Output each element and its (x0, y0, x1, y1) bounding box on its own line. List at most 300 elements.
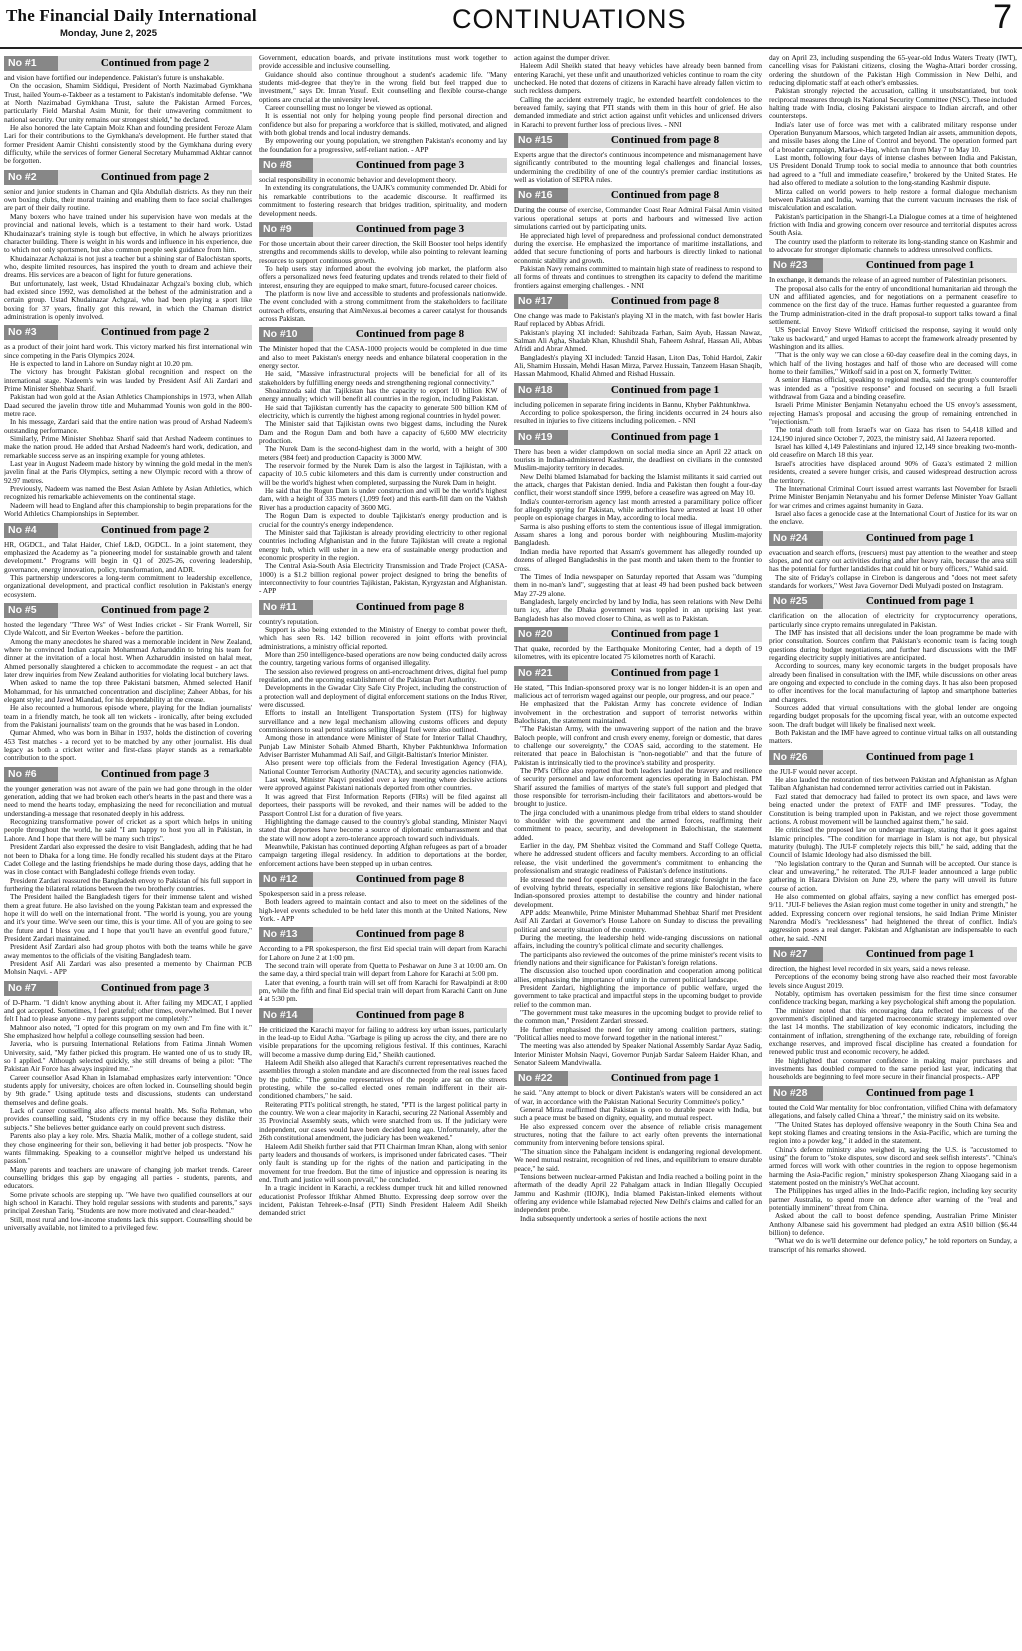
continued-from-label: Continued from page 8 (313, 872, 507, 887)
paragraph: "No legislation contrary to the Quran and Sunnah will be accepted. Our stance is clear and unwavering," he reiterated. The JUI-F leader announced a large public gathering in Hazara Division on June 29, where the party will unveil its future course of action. (769, 858, 1017, 893)
paragraph: This partnership underscores a long-term commitment to leadership excellence, organizational development, and practical conflict resolution in Pakistan's energy ecosystem. (4, 572, 252, 599)
issue-date: Monday, June 2, 2025 (60, 28, 157, 39)
article-body (4, 785, 252, 977)
paragraph: "That is the only way we can close a 60-day ceasefire deal in the coming days, in which half of the living hostages and half of those who are deceased will come home to their families," Witkoff said in a post on X, formerly Twitter. (769, 350, 1017, 377)
article (259, 158, 507, 218)
paragraph: Highlighting the damage caused to the country's global standing, Minister Naqvi stated that deportees have become a source of diplomatic embarrassment and that the state will now adopt a zero-tolerance approach toward such individuals. (259, 816, 507, 843)
paragraph: Pakistan had won gold at the Asian Athletics Championships in 1973, when Allah Daad secured the javelin throw title and Muhammad Younis won gold in the 800-metre race. (4, 392, 252, 419)
paragraph: The meeting was also attended by Speaker National Assembly Sardar Ayaz Sadiq, Interior Minister Mohsin Naqvi, Governor Punjab Sardar Saleem Haider Khan, and Senator Saleem Mandviwalla. (514, 1041, 762, 1068)
continued-from-label: Continued from page 8 (313, 927, 507, 942)
masthead (0, 0, 1022, 46)
paragraph: President Zardari reassured the Bangladesh envoy to Pakistan of his full support in furthering the bilateral relations between the two brotherly countries. (4, 875, 252, 893)
continued-from-label: Continued from page 1 (568, 430, 762, 445)
paragraph: Career counsellor Asad Khan in Islamabad emphasizes early intervention: "Once students apply for university, choices are often locked in. Counselling should begin by 9th grade." Using aptitude tests and discussions, students can understand themselves and define goals. (4, 1072, 252, 1107)
paragraph: In extending its congratulations, the UAJK's community commended Dr. Abidi for his remarkable contributions to the academic discourse. It reaffirmed its commitment to fostering research that bridges tradition, spirituality, and modern development needs. (259, 183, 507, 218)
article-body (769, 54, 1017, 254)
paragraph: India's counter-terrorism agency last month arrested a paramilitary police officer for allegedly spying for Pakistan, while authorities have arrested at least 10 other people on espionage charges in May, according to local media. (514, 496, 762, 523)
paragraph: Recognizing transformative power of cricket as a sport which helps in uniting people throughout the world, he said "I am happy to host you all in Pakistan, in Lahore. And I hope that there will be many such trips". (4, 817, 252, 843)
article (4, 170, 252, 322)
paragraph: China's defence ministry also weighed in, saying the U.S. is "accustomed to using" the forum to "stoke disputes, sow discord and seek selfish interests". "China's armed forces will work with other countries in the region to oppose hegemonism harming the Asia-Pacific region," ministry spokesperson Zhang Xiaogang said in a statement posted on the ministry's WeChat account. (769, 1144, 1017, 1187)
continuation-header (4, 325, 252, 340)
continuation-header (514, 133, 762, 148)
article-body (4, 343, 252, 518)
paragraph: direction, the highest level recorded in six years, said a news release. (769, 964, 970, 973)
paragraph: He also honored the late Captain Moiz Khan and founding president Feroze Alam Lari for their contributions to the Gymkhana's development. He further stated that former President Aamir Chishti consistently stood by the Gymkhana during every difficulty, while the services of former General Secretary Muhammad Akhtar cannot be forgotten. (4, 123, 252, 166)
continued-from-label: Continued from page 1 (568, 627, 762, 642)
paragraph: day on April 23, including suspending the 65-year-old Indus Waters Treaty (IWT), cancelling visas for Pakistani citizens, closing the Wagha-Attari border crossing, ordering the shutdown of the Pakistan High Commission in New Delhi, and reducing diplomatic staff at each other's embassies. (769, 54, 1017, 88)
continuation-header (514, 383, 762, 398)
paragraph: The victory has brought Pakistan global recognition and respect on the international stage. Nadeem's win was lauded by President Asif Ali Zardari and Prime Minister Shehbaz Sharif. (4, 367, 252, 393)
continued-from-label: Continued from page 1 (568, 383, 762, 398)
continuation-header (769, 947, 1017, 962)
paragraph: of D-Pharm. "I didn't know anything about it. After failing my MDCAT, I applied and got accepted. Sometimes, I feel grateful; other times, overwhelmed. But I never felt I had to please anyone - my parents support me completely." (4, 997, 252, 1024)
continued-from-label: Continued from page 8 (568, 294, 762, 309)
article (514, 1071, 762, 1223)
paragraph: Perceptions of the economy being strong have also reached their most favorable levels since August 2019. (769, 972, 1017, 990)
continued-from-label: Continued from page 2 (58, 56, 252, 71)
paragraph: The country used the platform to reiterate its long-standing stance on Kashmir and to advocate for stronger diplomatic channels to address unresolved conflicts. (769, 236, 1017, 254)
article-number: No #6 (4, 767, 58, 782)
continuation-header (514, 430, 762, 445)
paragraph: Parents also play a key role. Mrs. Shazia Malik, mother of a college student, said they chose engineering for their son, believing it had better job prospects. "Now he wants filmmaking. Speaking to a counsellor might've helped us understand his passion." (4, 1131, 252, 1166)
article (4, 767, 252, 977)
article-number: No #18 (514, 383, 568, 398)
article-number: No #24 (769, 531, 823, 546)
article-body (259, 240, 507, 323)
paragraph: General Mirza reaffirmed that Pakistan is open to durable peace with India, but such a peace must be based on dignity, equality, and mutual respect. (514, 1105, 762, 1123)
continued-from-label: Continued from page 1 (568, 666, 762, 681)
continuation-header (259, 927, 507, 942)
article-body (514, 1089, 762, 1223)
article-body (514, 151, 762, 184)
article-body (514, 54, 762, 129)
continued-from-label: Continued from page 2 (58, 603, 252, 618)
paragraph: Earlier in the day, PM Shehbaz visited the Command and Staff College Quetta, where he addressed student officers and faculty members. According to an official release, the visit underlined the government's commitment to enhancing the professionalism and strategic readiness of Pakistan's defence institutions. (514, 841, 762, 876)
paragraph: Efforts to install an Intelligent Transportation System (ITS) for highway surveillance and a new legal mechanism allowing customs officers and deputy commissioners to seal petrol stations selling illegal fuel were also outlined. (259, 708, 507, 735)
continued-from-label: Continued from page 8 (568, 188, 762, 203)
article-number: No #4 (4, 523, 58, 538)
article (514, 627, 762, 662)
article-number: No #2 (4, 170, 58, 185)
paragraph: The Times of India newspaper on Saturday reported that Assam was "dumping them in no-man's land", suggesting that at least 49 had been pushed back between May 27-29 alone. (514, 571, 762, 598)
paragraph: He criticized the Karachi mayor for failing to address key urban issues, particularly in the lead-up to Eidul Azha. "Garbage is piling up across the city, and there are no visible preparations for the upcoming religious festival. If this continues, Karachi will become a massive dump during Eid," Sheikh cautioned. (259, 1024, 507, 1059)
paragraph: The IMF has insisted that all decisions under the loan programme be made with prior consultation. Sources confirm that Pakistan's economic team is facing tough questions during budget negotiations, and further hard discussions with the IMF regarding electricity supply initiatives are anticipated. (769, 627, 1017, 662)
paragraph: Lack of career counselling also affects mental health. Ms. Sofia Rehman, who provides counselling said, "Students cry in my office because they dislike their subjects." She believes better guidance early on could prevent such distress. (4, 1106, 252, 1132)
paragraph: The session also reviewed progress on anti-encroachment drives, digital fuel pump regulation, and the upcoming establishment of the Pakistan Port Authority. (259, 666, 507, 684)
article (514, 54, 762, 129)
paragraph: By empowering our young population, we strengthen Pakistan's economy and lay the foundation for a progressive, self-reliant nation. - APP (259, 136, 507, 154)
article-body (259, 345, 507, 595)
paragraph: The Central Asia-South Asia Electricity Transmission and Trade Project (CASA-1000) is a $1.2 billion regional power project designed to bring the benefits of interconnectivity to four countries Tajikistan, Pakistan, Kyrgyzstan and Afghanistan. - APP (259, 561, 507, 596)
paragraph: It is essential not only for helping young people find personal direction and confidence but also for preparing a workforce that is skilled, motivated, and aligned with both global trends and local industry demands. (259, 111, 507, 138)
paragraph: The reservoir formed by the Nurek Dam is also the largest in Tajikistan, with a capacity of 10.5 cubic kilometers and this dam is currently under construction and will be the world's highest when completed, surpassing the Nurek Dam in height. (259, 461, 507, 487)
paragraph: One change was made to Pakistan's playing XI in the match, with fast bowler Haris Rauf replaced by Abbas Afridi. (514, 310, 762, 329)
article (769, 258, 1017, 526)
paragraph: According to a PR spokesperson, the first Eid special train will depart from Karachi for Lahore on June 2 at 1:00 pm. (259, 944, 507, 962)
paragraph: Meanwhile, Pakistan has continued deporting Afghan refugees as part of a broader campaign targeting illegal residency. In addition to deportations at the border, enforcement actions have been stepped up in urban centres. (259, 841, 507, 868)
paragraph: Pakistan Navy remains committed to maintain high state of readiness to respond to all forms of threats and continues to strengthen its capacity to defend the maritime frontiers against emerging challenges. - NNI (514, 263, 762, 290)
paragraph: Sarma is also pushing efforts to stem the contentious issue of illegal immigration. Assam shares a long and porous border with neighbouring Muslim-majority Bangladesh. (514, 521, 762, 548)
continued-from-label: Continued from page 8 (568, 133, 762, 148)
paragraph: He also recounted a humorous episode where, playing for the Indian journalists' team in a friendly match, he took all ten wickets - ironically, after being excluded from the Pakistani journalists' team on the grounds that he was based in London. (4, 703, 252, 730)
paragraph: Israeli Prime Minister Benjamin Netanyahu echoed the US envoy's assessment, rejecting Hamas's proposal and accusing the group of remaining entrenched in "rejectionism." (769, 400, 1017, 427)
paragraph: and vision have fortified our independence. Pakistan's future is unshakable. (4, 73, 224, 82)
article-body (259, 176, 507, 218)
paragraph: He appreciated high level of preparedness and professional conduct demonstrated during the exercise. He emphasized the importance of maritime installations, and added that secure functioning of ports and harbours is directly linked to national economic stability and growth. (514, 230, 762, 265)
paragraph: Pakistan's participation in the Shangri-La Dialogue comes at a time of heightened friction with India and growing concern over resource and territorial disputes across South Asia. (769, 211, 1017, 238)
article (259, 54, 507, 154)
article-body (4, 74, 252, 166)
article (514, 383, 762, 426)
paragraph: He criticised the proposed law on underage marriage, stating that it goes against Islamic principles. "The condition for marriage in Islam is not age, but physical maturity (bulugh). The JUI-F completely rejects this bill," he said, adding that the Council of Islamic Ideology had also dismissed the bill. (769, 825, 1017, 860)
paragraph: He also expressed concern over the absence of reliable crisis management structures, noting that the failure to act early often prevents the international community from intervening before tensions spiral. (514, 1121, 762, 1148)
continuation-header (514, 627, 762, 642)
paragraph: evacuation and search efforts, (rescuers) must pay attention to the weather and steep slopes, and not carry out activities during and after heavy rain, because the area still has the potential for further landslides that could hit or bury officers," Wahid said. (769, 547, 1017, 574)
paragraph: Still, most rural and low-income students lack this support. Counselling should be universally available, not limited to a privileged few. (4, 1214, 252, 1232)
paragraph: APP adds: Meanwhile, Prime Minister Muhammad Shehbaz Sharif met President Asif Ali Zardari at Governor's House Lahore on Sunday to discuss the prevailing political and security situation of the country. (514, 907, 762, 934)
paragraph: action against the dumper driver. (514, 54, 610, 62)
paragraph: In a tragic incident in Karachi, a reckless dumper truck hit and killed renowned educationist Professor Iftikhar Ahmed Bhutto. Expressing deep sorrow over the incident, Pakistan Tehreek-e-Insaf (PTI) Sindh President Haleem Adil Sheikh demanded strict (259, 1183, 507, 1218)
article (769, 594, 1017, 746)
article (4, 981, 252, 1233)
article-number: No #7 (4, 981, 58, 996)
continuation-header (4, 981, 252, 996)
article (514, 430, 762, 623)
article (514, 133, 762, 184)
continued-from-label: Continued from page 3 (58, 767, 252, 782)
article-body (259, 945, 507, 1003)
paragraph: Mirza called on world powers to help restore a formal dialogue mechanism between Pakistan and India, warning that the current vacuum increases the risk of miscalculation and escalation. (769, 186, 1017, 213)
paragraph: Qumar Ahmed, who was born in Bihar in 1937, holds the distinction of covering 453 Test matches - a record yet to be matched by any other journalist. His dual legacy as both a cricket writer and first-class player stands as a remarkable contribution to the sport. (4, 728, 252, 763)
continued-from-label: Continued from page 2 (58, 170, 252, 185)
paragraph: According to police spokesperson, the firing incidents occurred in 24 hours also resulted in injuries to five citizens including policemen. - NNI (514, 408, 762, 426)
continuation-header (4, 767, 252, 782)
paragraph: The President hailed the Bangladesh tigers for their immense talent and wished them a great future. He also lavished on the young Pakistan team and expressed the hope it will do well on the international front. "The world is young, you are young and it's your time. We've seen our time, this is your time. All of you are going to see the future and I bless you and I hope that you'll have an eventful good future," President Zardari maintained. (4, 892, 252, 943)
column-3 (514, 54, 762, 1646)
article-number: No #14 (259, 1008, 313, 1023)
paragraph: Previously, Nadeem was named the Best Asian Athlete by Asian Athletics, which recognized his remarkable achievements on the continental stage. (4, 484, 252, 502)
article-number: No #23 (769, 258, 823, 273)
paragraph: Last year in August Nadeem made history by winning the gold medal in the men's javelin final at the Paris Olympics, setting a new Olympic record with a throw of 92.97 metres. (4, 459, 252, 485)
column-4 (769, 54, 1017, 1646)
paragraph: He also lauded the restoration of ties between Pakistan and Afghanistan as Afghan Taliban Afghanistan had condemned terror activities carried out in Pakistan. (769, 775, 1017, 793)
article (769, 1086, 1017, 1254)
paragraph: Tensions between nuclear-armed Pakistan and India reached a boiling point in the aftermath of the deadly April 22 Pahalgam attack in Indian Illegally Occupied Jammu and Kashmir (IIOJK), India blamed Pakistan-linked elements without offering any evidence while Islamabad rejected New Delhi's claims and called for an independent probe. (514, 1171, 762, 1215)
continued-from-label: Continued from page 1 (823, 258, 1017, 273)
paragraph: "The situation since the Pahalgam incident is endangering regional development. We need mutual restraint, recognition of red lines, and equilibrium to ensure durable peace," he said. (514, 1146, 762, 1173)
paragraph: as a product of their joint hard work. This victory marked his first international win since competing in the Paris Olympics 2024. (4, 342, 252, 360)
continuation-header (769, 750, 1017, 765)
paragraph: The Minister said that Tajikistan owns two biggest dams, including the Nurek Dam and the Rogun Dam and both have a capacity of 6,600 MW electricity production. (259, 419, 507, 446)
article-number: No #13 (259, 927, 313, 942)
paragraph: Many boxers who have trained under his supervision have won medals at the provincial and national levels, which is a testament to their hard work. Ustad Khudainazar's training style is tough but effective, in which he always prioritizes character building. There is weight in his words and influence in his experience, due to which not only sportsmen, but also common people seek guidance from him. (4, 211, 252, 255)
continuation-header (514, 1071, 762, 1086)
article-number: No #25 (769, 594, 823, 609)
continued-from-label: Continued from page 1 (823, 531, 1017, 546)
column-1 (4, 54, 252, 1646)
paragraph: Many parents and teachers are unaware of changing job market trends. Career counselling bridges this gap by engaging all parties - students, parents, and educators. (4, 1164, 252, 1191)
article-body (4, 999, 252, 1233)
paragraph: Both Pakistan and the IMF have agreed to continue virtual talks on all outstanding matters. (769, 728, 1017, 746)
article (4, 603, 252, 763)
paragraph: Mahnoor also noted, "I opted for this program on my own and I'm fine with it." She emphasized how helpful a college counselling session had been. (4, 1022, 252, 1041)
paragraph: He further emphasised the need for unity among coalition partners, stating: "Political allies need to move forward together in the national interest." (514, 1024, 762, 1043)
continuation-header (259, 222, 507, 237)
paragraph: Spokesperson said in a press release. (259, 888, 367, 898)
newspaper-title: The Financial Daily International (6, 6, 257, 25)
paragraph: he said. "Any attempt to block or divert Pakistan's waters will be considered an act of war, in accordance with the Pakistan National Security Committee's policy." (514, 1088, 762, 1106)
continuation-header (259, 327, 507, 342)
article-number: No #8 (259, 158, 313, 173)
paragraph: Pakistan's playing XI included: Sahibzada Farhan, Saim Ayub, Hassan Nawaz, Salman Ali Agha, Shadab Khan, Khushdil Shah, Faheem Ashraf, Hassan Ali, Abbas Afridi and Abrar Ahmed. (514, 327, 762, 354)
paragraph: senior and junior students in Chaman and Qila Abdullah districts. As they run their own boxing clubs, their moral training and enabling them to face social challenges are part of their daily routine. (4, 186, 252, 213)
paragraph: hosted the legendary "Three Ws" of West Indies cricket - Sir Frank Worrell, Sir Clyde Walcott, and Sir Everton Weekes - before the partition. (4, 619, 252, 638)
paragraph: the younger generation was not aware of the pain we had gone through in the older generation, adding that we had broken each other's hearts in the past and there was a need to mend the hearts today, emphasizing the need for reconciliation and mutual understanding-a message that resonated deeply in his address. (4, 783, 252, 818)
continued-from-label: Continued from page 8 (313, 1008, 507, 1023)
continued-from-label: Continued from page 1 (823, 947, 1017, 962)
paragraph: In exchange, it demands the release of an agreed number of Palestinian prisoners. (769, 275, 1007, 285)
masthead-rule (0, 47, 1022, 49)
continuation-header (259, 872, 507, 887)
article-body (769, 1104, 1017, 1254)
article (259, 1008, 507, 1218)
paragraph: During the meeting, the leadership held wide-ranging discussions on national affairs, including the country's political climate and security challenges. (514, 932, 762, 951)
article-number: No #3 (4, 325, 58, 340)
paragraph: Haleem Adil Sheikh further said that PTI Chairman Imran Khan, along with senior party leaders and thousands of workers, is imprisoned under fabricated cases. "Their only fault is standing up for the rights of the nation and participating in the movement for true freedom. But the time of injustice and oppression is nearing its end. Truth and justice will soon prevail," he concluded. (259, 1141, 507, 1184)
paragraph: President Zardari, highlighting the importance of public welfare, urged the government to take practical and impactful steps in the upcoming budget to provide relief to the common man. (514, 982, 762, 1009)
paragraph: HR, OGDCL, and Talat Haider, Chief L&D, OGDCL. In a joint statement, they emphasized the Academy as "a pioneering model for sustainable growth and talent development." Programs will begin in Q1 of 2025-26, covering leadership, governance, energy innovation, policy, transformation, and ADR. (4, 539, 252, 574)
article-number: No #5 (4, 603, 58, 618)
continuation-header (769, 594, 1017, 609)
paragraph: Indian media have reported that Assam's government has allegedly rounded up dozens of alleged Bangladeshis in the past month and taken them to the frontier to cross. (514, 546, 762, 573)
paragraph: He is expected to land in Lahore on Sunday night at 10.20 pm. (10, 358, 193, 368)
continuation-header (259, 158, 507, 173)
paragraph: Israel has killed 4,149 Palestinians and injured 12,149 since breaking two-month-old ceasefire on March 18 this year. (769, 442, 1017, 460)
paragraph: He stated, "This Indian-sponsored proxy war is no longer hidden-it is an open and malicious act of terrorism waged against our people, our progress, and our peace." (514, 682, 762, 700)
article-number: No #22 (514, 1071, 568, 1086)
article-number: No #27 (769, 947, 823, 962)
article (769, 531, 1017, 591)
article (769, 54, 1017, 254)
paragraph: clarification on the allocation of electricity for cryptocurrency operations, particularly since crypto remains unregulated in Pakistan. (769, 611, 1017, 629)
paragraph: Asked about the call to boost defence spending, Australian Prime Minister Anthony Albanese said his government had pledged an extra A$10 billion ($6.44 billion) to defence. (769, 1211, 1017, 1237)
paragraph: The participants also reviewed the outcomes of the prime minister's recent visits to friendly nations and their significance for Pakistan's foreign relations. (514, 949, 762, 967)
paragraph: touted the Cold War mentality for bloc confrontation, vilified China with defamatory allegations, and falsely called China a 'threat'," the ministry said on its website. (769, 1102, 1017, 1121)
article-number: No #19 (514, 430, 568, 445)
article (4, 523, 252, 599)
paragraph: Calling the accident extremely tragic, he extended heartfelt condolences to the bereaved family, saying that PTI stands with them in this hour of grief. He also demanded immediate and strict action against unfit vehicles and unlicensed drivers in Karachi to prevent further loss of precious lives. - NNI (514, 94, 762, 129)
paragraph: President Asif Zardari also had group photos with both the teams while he gave away mementos to the officials of the visiting Bangladesh team. (4, 942, 252, 960)
article (769, 750, 1017, 943)
paragraph: But unfortunately, last week, Ustad Khudainazar Achgzai's boxing club, which had existed since 1992, was demolished at the behest of the administration and a certain group. Ustad Khudainazar Achgzai, who had been playing a sport like boxing for 37 years, finally got this reward, in which the Chaman district administration is openly involved. (4, 278, 252, 321)
article (259, 327, 507, 595)
paragraph: Bangladesh's playing XI included: Tanzid Hasan, Liton Das, Tohid Hardoi, Zakir Ali, Shamim Hussain, Mehdi Hasan Mirza, Parvez Hussain, Tanzeem Hasan Shaqib, Hassan Mahmood, Khalid Ahmed and Rishad Hussain. (514, 352, 762, 379)
article-body (259, 54, 507, 154)
continuation-header (769, 1086, 1017, 1101)
article (514, 294, 762, 379)
article-number: No #12 (259, 872, 313, 887)
article-number: No #26 (769, 750, 823, 765)
article-number: No #28 (769, 1086, 823, 1101)
paragraph: Shoaimzoda said that Tajikistan has the capacity to export 10 billion KW of energy annually; which will benefit all countries in the region, including Pakistan. (259, 386, 507, 404)
paragraph: The Minister hoped that the CASA-1000 projects would be completed in due time and also to meet Pakistan's energy needs and enhance bilateral cooperation in the energy sector. (259, 344, 507, 370)
paragraph: The total death toll from Israel's war on Gaza has risen to 54,418 killed and 124,190 injured since October 7, 2023, the ministry said, Al Jazeera reported. (769, 425, 1017, 443)
continuation-header (4, 523, 252, 538)
article-body (4, 188, 252, 322)
continuation-header (769, 258, 1017, 273)
paragraph: Experts argue that the director's continuous incompetence and mismanagement have significantly contributed to the mounting legal challenges and financial losses, undermining the credibility of one of the country's premier cardiac institutions as well as violation of SEPRA rules. (514, 150, 762, 185)
paragraph: Notably, optimism has overtaken pessimism for the first time since consumer confidence tracking began, marking a key psychological shift among the population. (769, 989, 1017, 1007)
article-number: No #10 (259, 327, 313, 342)
continued-from-label: Continued from page 1 (823, 594, 1017, 609)
paragraph: Last month, following four days of intense clashes between India and Pakistan, US President Donald Trump took to social media to announce that both countries had agreed to a "full and immediate ceasefire," brokered by the United States. He had also offered to mediate a solution to the long-standing Kashmir dispute. (769, 153, 1017, 188)
paragraph: Government, education boards, and private institutions must work together to provide accessible and inclusive counselling. (259, 54, 507, 71)
paragraph: He also commented on global affairs, saying a new conflict has emerged post-9/11. "JUI-F believes the Asian region must come together in unity and strength," he added. Expressing concern over regional tensions, he said Indian Prime Minister Narendra Modi's "recklessness" had heightened the threat of conflict. India's aggression poses a real danger. Pakistan and Afghanistan are indispensable to each other, he said. -NNI (769, 891, 1017, 943)
paragraph: Both leaders agreed to maintain contact and also to meet on the sidelines of the high-level events scheduled to be held later this month at the United Nations, New York. - APP (259, 897, 507, 923)
article (259, 600, 507, 868)
paragraph: The discussion also touched upon coordination and cooperation among political allies, emphasising the importance of unity in the current political landscape. (514, 966, 762, 984)
paragraph: Later that evening, a fourth train will set off from Karachi for Rawalpindi at 8:00 pm, while the fifth and final Eid special train will depart from Karachi Cantt on June 4 at 5:30 pm. (259, 977, 507, 1004)
paragraph: Reiterating PTI's political strength, he stated, "PTI is the largest political party in the country. We won a clear majority in Karachi, securing 22 National Assembly and 35 Provincial Assembly seats, which were snatched from us. If the judiciary were independent, our cases would have been decided long ago. Unfortunately, after the 26th constitutional amendment, the judiciary has been weakened." (259, 1099, 507, 1143)
paragraph: He emphasized that the Pakistan Army has concrete evidence of Indian involvement in the orchestration and support of terrorist networks within Balochistan, the statement maintained. (514, 699, 762, 725)
paragraph: Javeria, who is pursuing International Relations from Fatima Jinnah Women University, said, "My father picked this program. He wanted one of us to study IR, so I applied." Although selected quickly, she still dreams of being a pilot: "The Pakistan Air Force has always inspired me." (4, 1039, 252, 1074)
paragraph: India's later use of force was met with a calibrated military response under Operation Bunyanum Marsoos, which targeted Indian air assets, ammunition depots, and missile bases along the Line of Control and beyond. The operation formed part of a broader campaign, Marka-e-Haq, which ran from May 7 to May 10. (769, 119, 1017, 154)
paragraph: New Delhi blamed Islamabad for backing the Islamist militants it said carried out the attack, charges that Pakistan denied. India and Pakistan then fought a four-day conflict, their worst standoff since 1999, before a ceasefire was agreed on May 10. (514, 471, 762, 498)
paragraph: He stressed the need for operational excellence and strategic foresight in the face of evolving hybrid threats, especially in sensitive regions like Balochistan, where Indian-sponsored proxies attempt to destabilise the country and hinder national development. (514, 874, 762, 909)
paragraph: The PM's Office also reported that both leaders lauded the bravery and resilience of security personnel and law enforcement agencies operating in Balochistan. PM Sharif assured the families of martyrs of the state's full support and pledged that those responsible for terrorism-including their facilitators and abettors-would be brought to justice. (514, 766, 762, 809)
paragraph: During the course of exercise, Commander Coast Rear Admiral Faisal Amin visited various operational setups at ports and harbours and witnessed live action simulations carried out by participating units. (514, 205, 762, 232)
paragraph: That quake, recorded by the Earthquake Monitoring Center, had a depth of 19 kilometres, with its epicentre located 75 kilometres north of Karachi. (514, 643, 762, 662)
article-body (259, 618, 507, 868)
paragraph: He said that Tajikistan currently has the capacity to generate 500 billion KM of electricity, which is currently the highest among regional countries in hydel power. (259, 402, 507, 421)
continuation-header (259, 1008, 507, 1023)
article (514, 666, 762, 1068)
paragraph: Fazl stated that democracy had failed to protect its own space, and laws were being enacted under the pretext of FATF and IMF pressures. "Today, the Constitution is being trampled upon in Pakistan, and we reject those government actions. A robust movement will be launched against them," he said. (769, 791, 1017, 826)
continuation-header (514, 666, 762, 681)
continuation-header (769, 531, 1017, 546)
paragraph: Haleem Adil Sheikh also alleged that Karachi's current representatives reached the assemblies through a stolen mandate and are disconnected from the real issues faced by the public. "The genuine representatives of the people are sat on the streets protesting, while the so-called elected ones remain indifferent in their air-conditioned chambers," he said. (259, 1058, 507, 1101)
paragraph: The site of Friday's collapse in Cirebon is dangerous and "does not meet safety standards for workers," West Java Governor Dedi Mulyadi posted on Instagram. (769, 572, 1017, 590)
continuation-header (514, 294, 762, 309)
paragraph: To help users stay informed about the evolving job market, the platform also offers a personalized news feed featuring updates and trends related to their field of interest, ensuring they are equipped to make smart, future-focused career choices. (259, 263, 507, 290)
column-2 (259, 54, 507, 1646)
continued-from-label: Continued from page 2 (58, 325, 252, 340)
article-body (769, 965, 1017, 1082)
paragraph: US Special Envoy Steve Witkoff criticised the response, saying it would only "take us backward," and urged Hamas to accept the framework already presented by Washington and its allies. (769, 325, 1017, 351)
paragraph: Last week, Minister Naqvi presided over a key meeting where decisive actions were approved against Pakistani nationals deported from other countries. (259, 775, 507, 793)
article-body (514, 206, 762, 289)
paragraph: Khudainazar Achakzai is not just a teacher but a shining star of Balochistan sports, who, despite limited resources, has inspired the youth to dream and achieve their dreams. His services are a beacon of light for future generations. (4, 253, 252, 280)
paragraph: India subsequently undertook a series of hostile actions the next (520, 1213, 707, 1223)
paragraph: country's reputation. (259, 616, 319, 626)
continued-from-label: Continued from page 1 (823, 1086, 1017, 1101)
paragraph: "What we do is we'll determine our defence policy," he told reporters on Sunday, a transcript of his remarks showed. (769, 1236, 1017, 1254)
article (259, 222, 507, 323)
continued-from-label: Continued from page 8 (313, 327, 507, 342)
paragraph: Sources added that virtual consultations with the global lender are ongoing regarding budget proposals for the upcoming fiscal year, with an outcome expected soon. The draft budget will likely be finalised next week. (769, 703, 1017, 729)
paragraph: Some private schools are stepping up. "We have two qualified counsellors at our high school in Karachi. They hold regular sessions with students and parents," says principal Zeeshan Tariq. "Students are now more motivated and clear-headed." (4, 1189, 252, 1216)
article (4, 325, 252, 518)
article-body (514, 645, 762, 662)
article (259, 927, 507, 1003)
paragraph: the JUI-F would never accept. (769, 766, 858, 776)
paragraph: For those uncertain about their career direction, the Skill Booster tool helps identify strengths and recommends skills to develop, while also pointing to relevant learning resources to support continuous growth. (259, 238, 507, 265)
paragraph: Pakistan strongly rejected the accusation, calling it unsubstantiated, but took reciprocal measures through its National Security Committee (NSC). These included halting trade with India, closing Pakistani airspace to Indian aircraft, and other countersteps. (769, 86, 1017, 121)
paragraph: Support is also being extended to the Ministry of Energy to combat power theft, which has seen Rs. 142 billion recovered in joint efforts with provincial administrations, a ministry official reported. (259, 624, 507, 651)
paragraph: "The government must take measures in the upcoming budget to provide relief to the common man," President Zardari stressed. (514, 1008, 762, 1026)
article-number: No #17 (514, 294, 568, 309)
continued-from-label: Continued from page 3 (58, 981, 252, 996)
paragraph: Israel's atrocities have displaced around 90% of Gaza's estimated 2 million residents, created a severe hunger crisis, and caused widespread destruction across the territory. (769, 458, 1017, 485)
continuation-header (4, 170, 252, 185)
paragraph: Developments in the Gwadar City Safe City Project, including the construction of a protection wall and deployment of digital enforcement stations on the Indus River, were discussed. (259, 683, 507, 710)
paragraph: Israel also faces a genocide case at the International Court of Justice for its war on the enclave. (769, 508, 1017, 527)
paragraph: Similarly, Prime Minister Shehbaz Sharif said that Arshad Nadeem continues to make the nation proud. He added that Arshad Nadeem's hard work, dedication, and remarkable success serve as an inspiring example for young athletes. (4, 434, 252, 460)
article-body (514, 312, 762, 379)
paragraph: A senior Hamas official, speaking to regional media, said the group's counteroffer was intended as a "positive response" and focused on securing a full Israeli withdrawal from Gaza and a binding ceasefire. (769, 375, 1017, 402)
paragraph: He highlighted that consumer confidence in making major purchases and investments has doubled compared to the same period last year, indicating that households are beginning to feel more secure in their financial prospects.- APP (769, 1055, 1017, 1082)
paragraph: President Zardari also expressed the desire to visit Bangladesh, adding that he had not been to Dhaka for a long time. He fondly recalled his student days at the Pitaro Cadet College and the lasting friendships he made during those days, adding that he was in close contact with Bangladeshi college friends even today. (4, 842, 252, 877)
paragraph: The Rogun Dam is expected to double Tajikistan's energy production and is crucial for the country's energy independence. (259, 511, 507, 529)
paragraph: The minister noted that this encouraging data reflected the success of the government's disciplined and targeted macroeconomic strategy implemented over the last 14 months. The stabilization of key economic indicators, including the containment of inflation, strengthening of the exchange rate, rebuilding of foreign exchange reserves, and improved fiscal discipline has created a foundation for renewed public trust and economic recovery, he added. (769, 1005, 1017, 1057)
article-body (769, 768, 1017, 943)
paragraph: He said, "Massive infrastructural projects will be beneficial for all of its stakeholders by fulfilling energy needs and strengthening regional connectivity." (259, 369, 507, 387)
article-number: No #1 (4, 56, 58, 71)
article-number: No #11 (259, 600, 313, 615)
continuation-header (514, 188, 762, 203)
continued-from-label: Continued from page 3 (313, 158, 507, 173)
paragraph: The second train will operate from Quetta to Peshawar on June 3 at 10:00 am. On the same day, a third special train will depart from Lahore for Karachi at 5:00 pm. (259, 960, 507, 979)
section-title: CONTINUATIONS (452, 4, 687, 34)
paragraph: Bangladesh, largely encircled by land by India, has seen relations with New Delhi turn icy, after the Dhaka government was toppled in an uprising last year. Bangladesh has also moved closer to China, as well as to Pakistan. (514, 596, 762, 623)
continued-from-label: Continued from page 1 (568, 1071, 762, 1086)
continued-from-label: Continued from page 1 (823, 750, 1017, 765)
paragraph: Guidance should also continue throughout a student's academic life. "Many students mid-degree that they're in the wrong field but feel trapped due to investment," says Dr. Imran Yusuf. Exit counselling and flexible course-change options are crucial at the university level. (259, 69, 507, 104)
paragraph: The jirga concluded with a unanimous pledge from tribal elders to stand shoulder to shoulder with the government and the armed forces, reaffirming their commitment to peace, security, and development in Balochistan, the statement added. (514, 807, 762, 842)
paragraph: The Philippines has urged allies in the Indo-Pacific region, including key security partner Australia, to spend more on defence after warning of the "real and potentially imminent" threat from China. (769, 1186, 1017, 1212)
article-body (4, 541, 252, 599)
article-number: No #9 (259, 222, 313, 237)
article-body (514, 448, 762, 623)
paragraph: The Minister said that Tajikistan is already providing electricity to other regional countries including Afghanistan and in the future Tajikistan will create a regional energy hub, which will usher in a new era of sustainable energy production and economic prosperity in the region. (259, 527, 507, 562)
paragraph: social responsibility in economic behavior and development theory. (259, 175, 457, 185)
paragraph: President Asif Ali Zardari was also presented a memento by Chairman PCB Mohsin Naqvi. - APP (4, 958, 252, 977)
paragraph: Haleem Adil Sheikh stated that heavy vehicles have already been banned from entering Karachi, yet these unfit and unauthorized vehicles continue to roam the city unchecked. He noted that dozens of citizens in Karachi have already fallen victim to such reckless dumpers. (514, 61, 762, 96)
paragraph: The proposal also calls for the entry of unconditional humanitarian aid through the UN and affiliated agencies, and for negotiations on a permanent ceasefire to commence on the first day of the truce. Hamas further requested a guarantee from the Trump administration-cited in the draft proposal-to support talks toward a final settlement. (769, 283, 1017, 326)
paragraph: More than 250 intelligence-based operations are now being conducted daily across the country, targeting various forms of organised illegality. (259, 649, 507, 668)
article-body (769, 276, 1017, 526)
continuation-header (259, 600, 507, 615)
continued-from-label: Continued from page 2 (58, 523, 252, 538)
paragraph: When asked to name the top three Pakistani batsmen, Ahmed selected Hanif Mohammad, for his unmatched concentration and discipline; Zaheer Abbas, for his elegant style; and Javed Miandad, for his dependability at the crease. (4, 678, 252, 704)
continuation-header (4, 603, 252, 618)
article (259, 872, 507, 923)
paragraph: "The Pakistan Army, with the unwavering support of the nation and the brave Baloch people, will confront and crush every enemy, foreign or domestic, that dares to challenge our sovereignty," the COAS said, according to the statement. He reiterated that peace in Balochistan is "non-negotiable" and that the future of Pakistan is intrinsically tied to the province's stability and prosperity. (514, 724, 762, 767)
article-number: No #20 (514, 627, 568, 642)
article-body (259, 1026, 507, 1218)
paragraph: He said that the Rogun Dam is under construction and will be the world's highest dam, with a height of 335 meters (1,099 feet) and this earth-fill dam on the Vakhsh River has a production capacity of 3600 MG. (259, 486, 507, 512)
article-body (514, 684, 762, 1068)
paragraph: The International Criminal Court issued arrest warrants last November for Israeli Prime Minister Benjamin Netanyahu and his former Defense Minister Yoav Gallant for war crimes and crimes against humanity in Gaza. (769, 483, 1017, 510)
paragraph: According to sources, many key economic targets in the budget proposals have already been finalised in consultation with the IMF, while discussions on other areas are ongoing and expected to conclude in the coming days. It has also been proposed to offer incentives for the local manufacturing of laptop and smartphone batteries and chargers. (769, 661, 1017, 704)
article (769, 947, 1017, 1082)
article-number: No #15 (514, 133, 568, 148)
article-body (769, 549, 1017, 591)
article-body (769, 612, 1017, 746)
paragraph: It was agreed that First Information Reports (FIRs) will be filed against all deportees, their passports will be revoked, and their names will be added to the Passport Control List for a duration of five years. (259, 791, 507, 818)
paragraph: There has been a wider clampdown on social media since an April 22 attack on tourists in Indian-administered Kashmir, the deadliest on civilians in the contested Muslim-majority territory in decades. (514, 446, 762, 473)
continued-from-label: Continued from page 3 (313, 222, 507, 237)
